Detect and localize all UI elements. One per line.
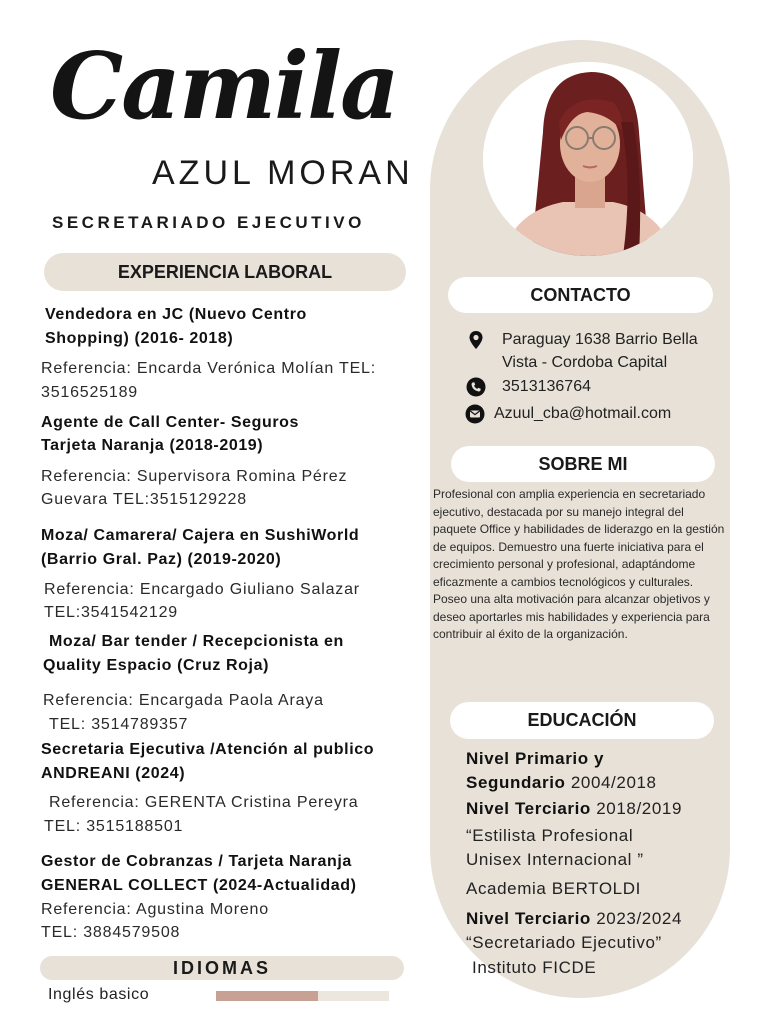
contact-address [466,328,698,374]
job-4-ref-line1: Referencia: Encargada Paola Araya [43,692,324,709]
edu-2-school: Academia BERTOLDI [466,879,641,898]
location-pin-icon [466,330,486,350]
job-4-role-line1: Moza/ Bar tender / Recepcionista en [49,633,344,650]
edu-1-level-line1: Nivel Primario y [466,749,605,768]
edu-2-level: Nivel Terciario 2018/2019 [466,799,682,818]
job-1-ref-line2: 3516525189 [41,384,138,401]
last-name: AZUL MORAN [152,154,414,192]
job-1-ref-line1: Referencia: Encarda Verónica Molían TEL: [41,360,376,377]
language-english-label: Inglés basico [48,986,150,1003]
job-5-role-line1: Secretaria Ejecutiva /Atención al publico [41,741,375,758]
job-2-ref-line2: Guevara TEL:3515129228 [41,491,247,508]
job-3-role-line1: Moza/ Camarera/ Cajera en SushiWorld [41,527,360,544]
edu-3-years: 2023/2024 [596,909,682,928]
about-heading: SOBRE MI [451,446,715,482]
contact-address-line2: Vista - Cordoba Capital [502,354,668,371]
job-5-ref-line1: Referencia: GERENTA Cristina Pereyra [49,794,359,811]
job-1-role-line1: Vendedora en JC (Nuevo Centro [45,306,307,323]
job-5-role-line2: ANDREANI (2024) [41,765,186,782]
edu-2-years: 2018/2019 [596,799,682,818]
job-4-ref-line2: TEL: 3514789357 [49,716,189,733]
experience-heading: EXPERIENCIA LABORAL [44,253,406,291]
edu-3-level: Nivel Terciario 2023/2024 [466,909,682,928]
job-1-role-line2: Shopping) (2016- 2018) [45,330,234,347]
job-4-role-line2: Quality Espacio (Cruz Roja) [43,657,270,674]
contact-heading: CONTACTO [448,277,713,313]
education-heading: EDUCACIÓN [450,702,714,739]
edu-1-level-line2: Segundario 2004/2018 [466,773,657,792]
language-english-bar [216,991,389,1001]
job-2-role-line1: Agente de Call Center- Seguros [41,414,300,431]
job-6-role-line1: Gestor de Cobranzas / Tarjeta Naranja [41,853,352,870]
job-3-ref-line1: Referencia: Encargado Giuliano Salazar [44,581,360,598]
phone-icon [466,377,486,397]
job-3-role-line2: (Barrio Gral. Paz) (2019-2020) [41,551,282,568]
edu-3-school: Instituto FICDE [472,958,597,977]
contact-address-line1: Paraguay 1638 Barrio Bella [502,331,698,348]
edu-3-course: “Secretariado Ejecutivo” [466,933,662,952]
language-english-level [216,991,318,1001]
mail-icon [465,404,485,424]
about-text: Profesional con amplia experiencia en secretariado ejecutivo, destacada por su manejo integral del paquete Office y habilidades de liderazgo en la gestión de equipos. Demuestro una fuerte iniciativa para el crecimiento personal y profesional, adaptándome eficazmente a cambios tecnológicos y culturales. Poseo una alta motivación para alcanzar objetivos y deseo aportarles mis habilidades y experiencia para contribuir al éxito de la organización. [433,487,725,641]
job-6-ref-line2: TEL: 3884579508 [41,924,181,941]
job-2-ref-line1: Referencia: Supervisora Romina Pérez [41,468,348,485]
edu-2-course-line1: “Estilista Profesional [466,826,634,845]
job-6-role-line2: GENERAL COLLECT (2024-Actualidad) [41,877,357,894]
job-3-ref-line2: TEL:3541542129 [44,604,178,621]
job-5-ref-line2: TEL: 3515188501 [44,818,184,835]
contact-email [465,402,671,425]
contact-phone [466,375,591,398]
edu-1-years: 2004/2018 [570,773,657,792]
job-6-ref-line1: Referencia: Agustina Moreno [41,901,269,918]
languages-heading: IDIOMAS [40,956,404,980]
contact-phone-text: 3513136764 [502,378,591,395]
profile-photo [483,62,693,256]
job-2-role-line2: Tarjeta Naranja (2018-2019) [41,437,264,454]
first-name: Camila [50,32,398,140]
edu-2-course-line2: Unisex Internacional ” [466,850,644,869]
job-title: SECRETARIADO EJECUTIVO [52,213,365,232]
contact-email-text[interactable]: Azuul_cba@hotmail.com [494,405,672,422]
